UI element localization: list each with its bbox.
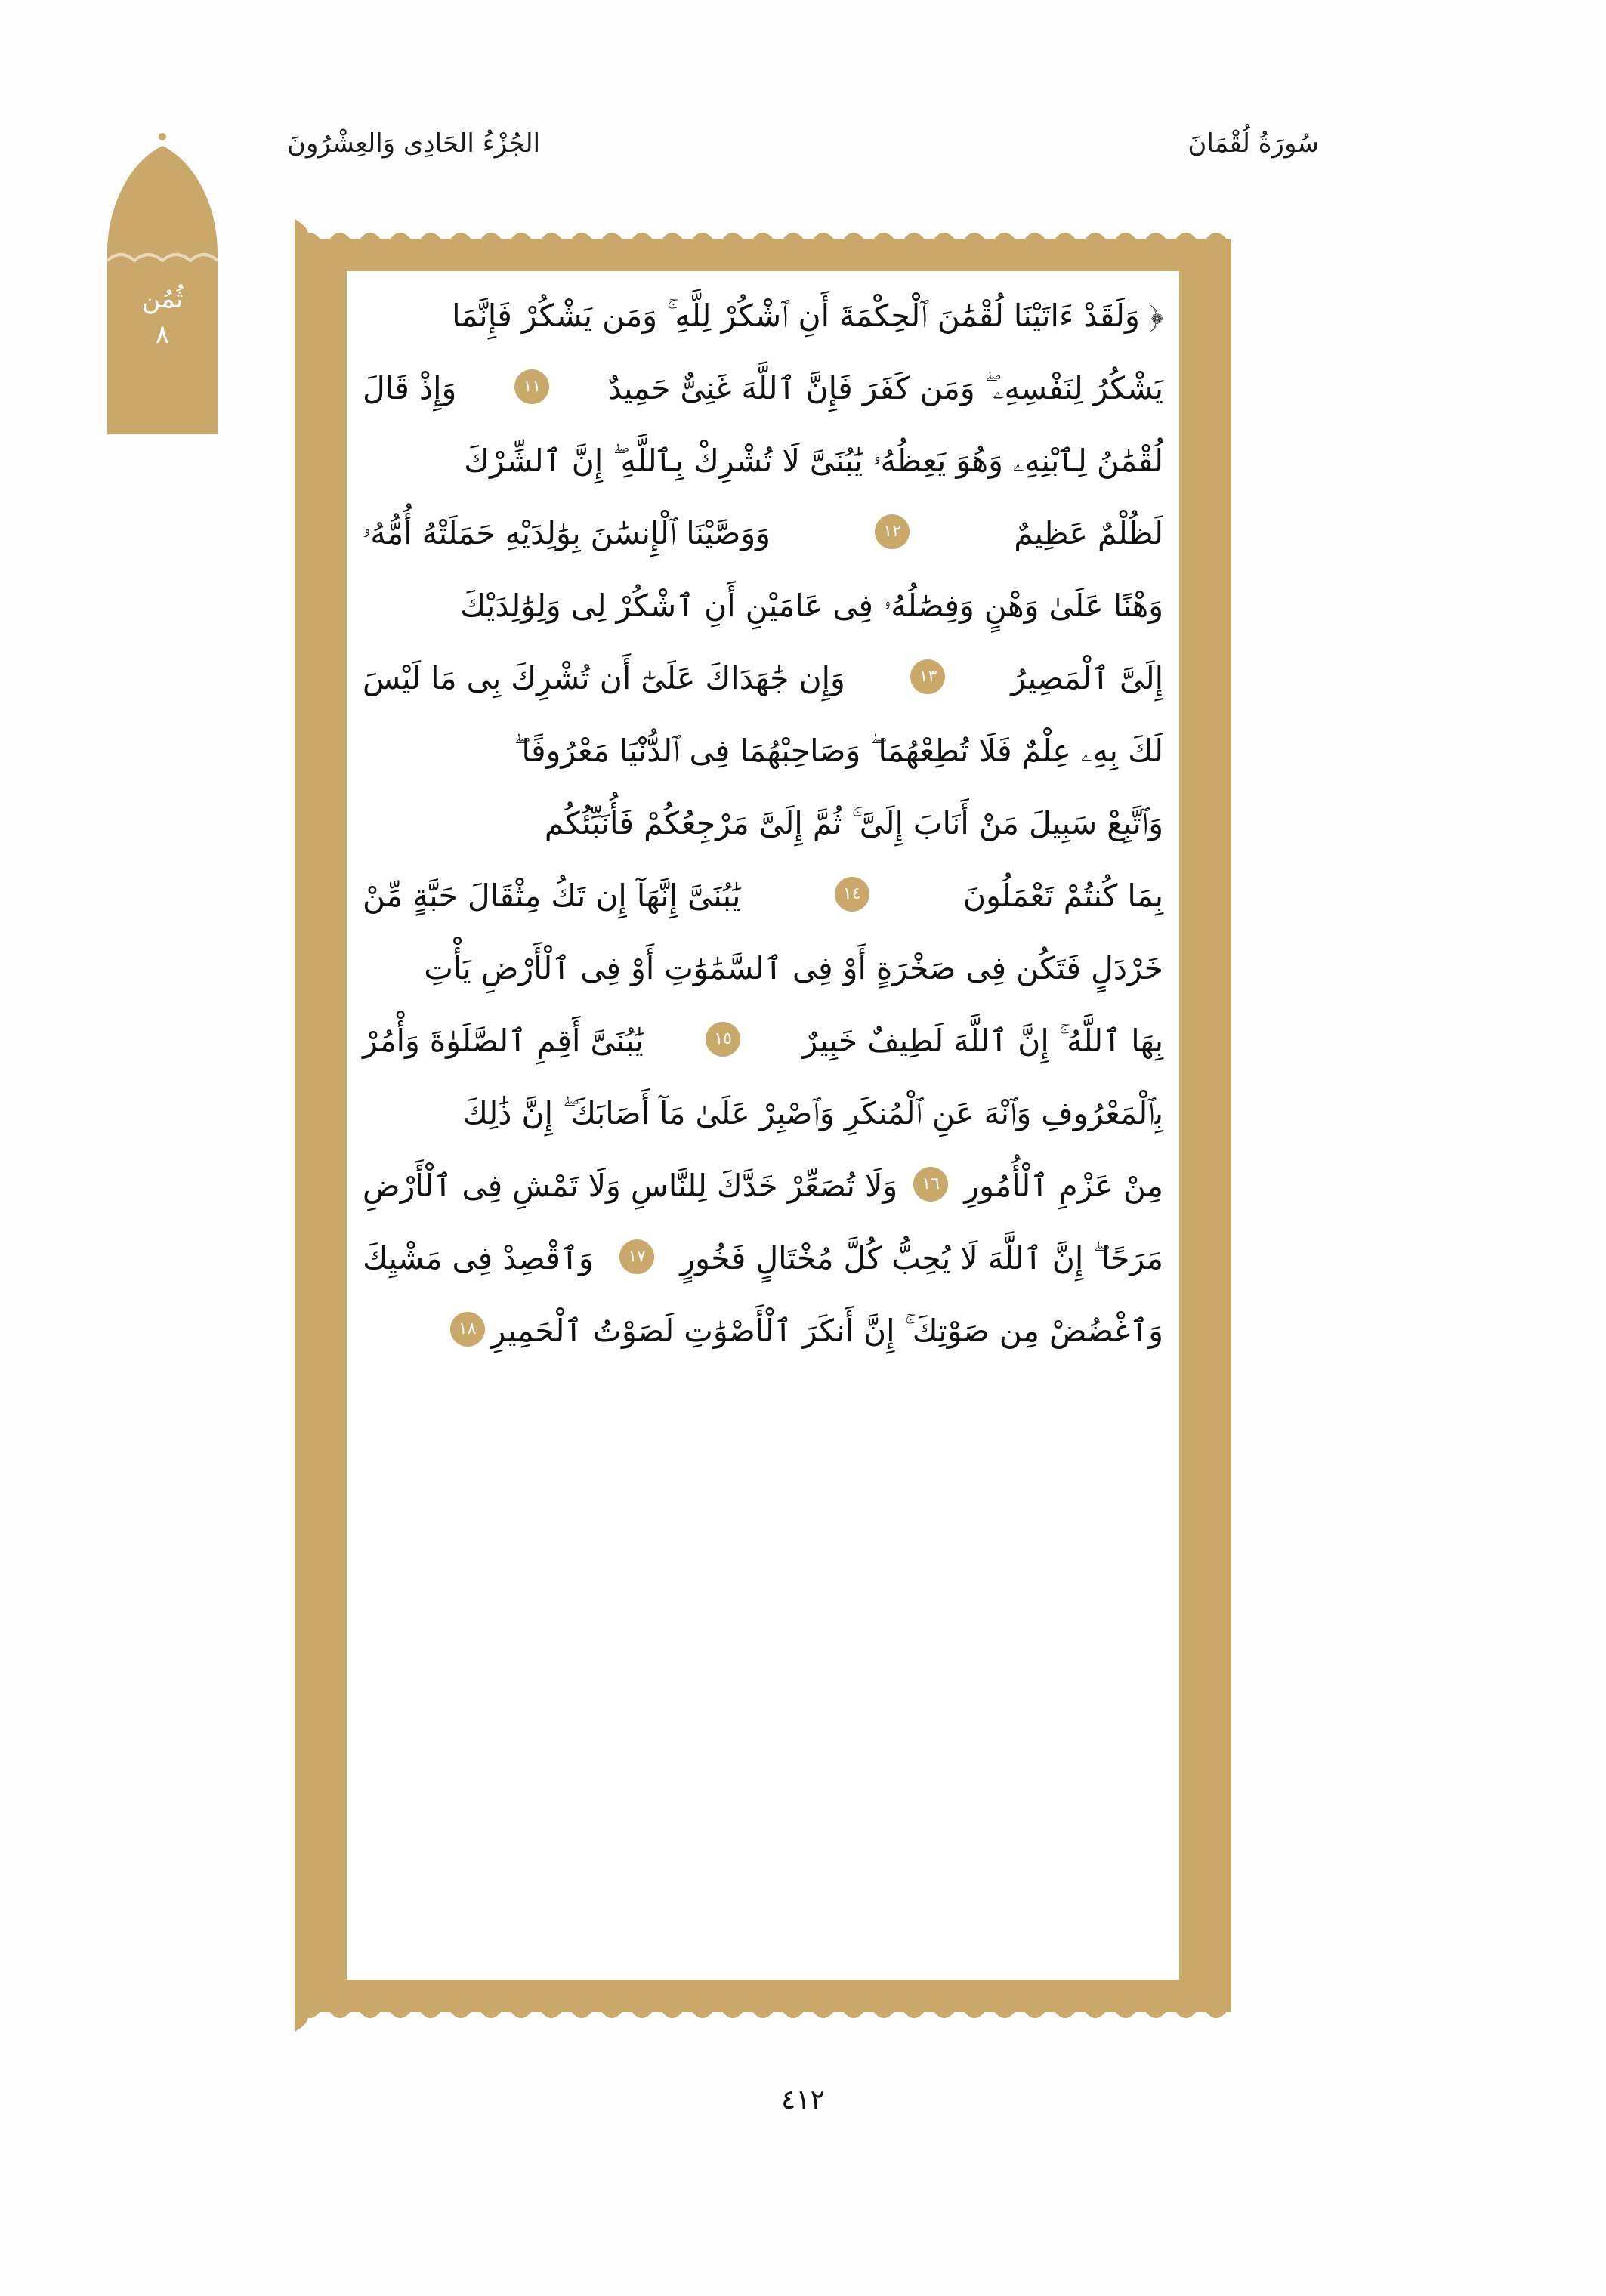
ayah-number-medallion: ١٢ xyxy=(875,514,910,549)
ayah-text: مِنْ عَزْمِ ٱلْأُمُورِ xyxy=(964,1167,1163,1204)
ayah-line xyxy=(363,642,1163,714)
juz-label: الجُزْءُ الحَادِى وَالعِشْرُونَ xyxy=(287,128,541,159)
ayah-text-tail: وَلَا تُصَعِّرْ خَدَّكَ لِلنَّاسِ وَلَا تَمْشِ فِى ٱلْأَرْضِ xyxy=(363,1167,898,1204)
ayah-line xyxy=(363,1150,1163,1222)
ayah-text: وَٱغْضُضْ مِن صَوْتِكَ ۚ إِنَّ أَنكَرَ ٱلْأَصْوَٰتِ لَصَوْتُ ٱلْحَمِيرِ xyxy=(490,1312,1163,1349)
ayah-line xyxy=(363,497,1163,569)
ayah-text-tail: يَٰبُنَىَّ أَقِمِ ٱلصَّلَوٰةَ وَأْمُرْ xyxy=(363,1022,644,1059)
ayah-line xyxy=(363,1077,1163,1150)
ayah-line xyxy=(363,424,1163,497)
ayah-line xyxy=(363,932,1163,1004)
ayah-text: يَشْكُرُ لِنَفْسِهِۦ ۖ وَمَن كَفَرَ فَإِنَّ ٱللَّهَ غَنِىٌّ حَمِيدٌ xyxy=(607,369,1163,406)
ayah-line xyxy=(363,859,1163,932)
ayah-text: بِهَا ٱللَّهُ ۚ إِنَّ ٱللَّهَ لَطِيفٌ خَبِيرٌ xyxy=(802,1022,1163,1059)
page-number: ٤١٢ xyxy=(780,2085,825,2115)
ayah-text-tail: يَٰبُنَىَّ إِنَّهَآ إِن تَكُ مِثْقَالَ حَبَّةٍ مِّنْ xyxy=(363,877,741,914)
sura-label: سُورَةُ لُقْمَانَ xyxy=(1188,128,1319,159)
ayah-number-medallion: ١٦ xyxy=(913,1167,948,1202)
thumn-marker xyxy=(106,132,219,434)
ayah-number-medallion: ١٧ xyxy=(619,1239,654,1274)
ayah-line xyxy=(363,714,1163,787)
ayah-line xyxy=(363,279,1163,352)
ayah-text: ﴿ وَلَقَدْ ءَاتَيْنَا لُقْمَٰنَ ٱلْحِكْمَةَ أَنِ ٱشْكُرْ لِلَّهِ ۚ وَمَن يَشْكُرْ فَإِنَّمَا xyxy=(452,297,1163,334)
ayah-text-tail: وَإِن جَٰهَدَاكَ عَلَىٰٓ أَن تُشْرِكَ بِى مَا لَيْسَ xyxy=(363,659,845,696)
ayah-line xyxy=(363,787,1163,859)
ayah-text: إِلَىَّ ٱلْمَصِيرُ xyxy=(1011,659,1163,696)
ayah-number-medallion: ١٤ xyxy=(835,877,869,912)
ayah-text: لُقْمَٰنُ لِٱبْنِهِۦ وَهُوَ يَعِظُهُۥ يَٰبُنَىَّ لَا تُشْرِكْ بِٱللَّهِ ۖ إِنَّ ٱلشِّرْكَ xyxy=(464,442,1163,479)
ayah-line xyxy=(363,1295,1163,1367)
page-header xyxy=(287,113,1319,174)
ayah-text-tail: وَإِذْ قَالَ xyxy=(363,369,457,406)
ayah-line xyxy=(363,1222,1163,1295)
ayah-number-medallion: ١٣ xyxy=(910,659,945,694)
ayah-text-tail: وَوَصَّيْنَا ٱلْإِنسَٰنَ بِوَٰلِدَيْهِ حَمَلَتْهُ أُمُّهُۥ xyxy=(363,514,771,551)
ayah-number-medallion: ١٨ xyxy=(450,1312,485,1347)
ayah-text: لَكَ بِهِۦ عِلْمٌ فَلَا تُطِعْهُمَا ۖ وَصَاحِبْهُمَا فِى ٱلدُّنْيَا مَعْرُوفًا ۖ xyxy=(514,732,1163,769)
ayah-line xyxy=(363,352,1163,424)
thumn-number: ٨ xyxy=(155,319,170,350)
quran-text-block xyxy=(363,279,1163,1964)
ayah-number-medallion: ١٥ xyxy=(706,1022,740,1057)
ayah-text: بِمَا كُنتُمْ تَعْمَلُونَ xyxy=(963,877,1163,914)
thumn-text xyxy=(106,283,219,350)
ayah-text: خَرْدَلٍ فَتَكُن فِى صَخْرَةٍ أَوْ فِى ٱلسَّمَٰوَٰتِ أَوْ فِى ٱلْأَرْضِ يَأْتِ xyxy=(424,949,1163,986)
thumn-word: ثُمُن xyxy=(141,284,184,314)
ayah-line xyxy=(363,1004,1163,1077)
ayah-text: وَهْنًا عَلَىٰ وَهْنٍ وَفِصَٰلُهُۥ فِى عَامَيْنِ أَنِ ٱشْكُرْ لِى وَلِوَٰلِدَيْكَ xyxy=(460,587,1163,624)
ayah-text: بِٱلْمَعْرُوفِ وَٱنْهَ عَنِ ٱلْمُنكَرِ وَٱصْبِرْ عَلَىٰ مَآ أَصَابَكَ ۖ إِنَّ ذَٰلِكَ xyxy=(462,1094,1163,1131)
ayah-text: مَرَحًا ۖ إِنَّ ٱللَّهَ لَا يُحِبُّ كُلَّ مُخْتَالٍ فَخُورٍ xyxy=(680,1239,1163,1276)
ayah-number-medallion: ١١ xyxy=(514,369,549,404)
ayah-text: لَظُلْمٌ عَظِيمٌ xyxy=(1014,514,1163,551)
ayah-text-tail: وَٱقْصِدْ فِى مَشْيِكَ xyxy=(363,1239,594,1276)
ayah-text: وَٱتَّبِعْ سَبِيلَ مَنْ أَنَابَ إِلَىَّ ۚ ثُمَّ إِلَىَّ مَرْجِعُكُمْ فَأُنَبِّئُكُم xyxy=(544,804,1163,841)
ayah-line xyxy=(363,569,1163,642)
